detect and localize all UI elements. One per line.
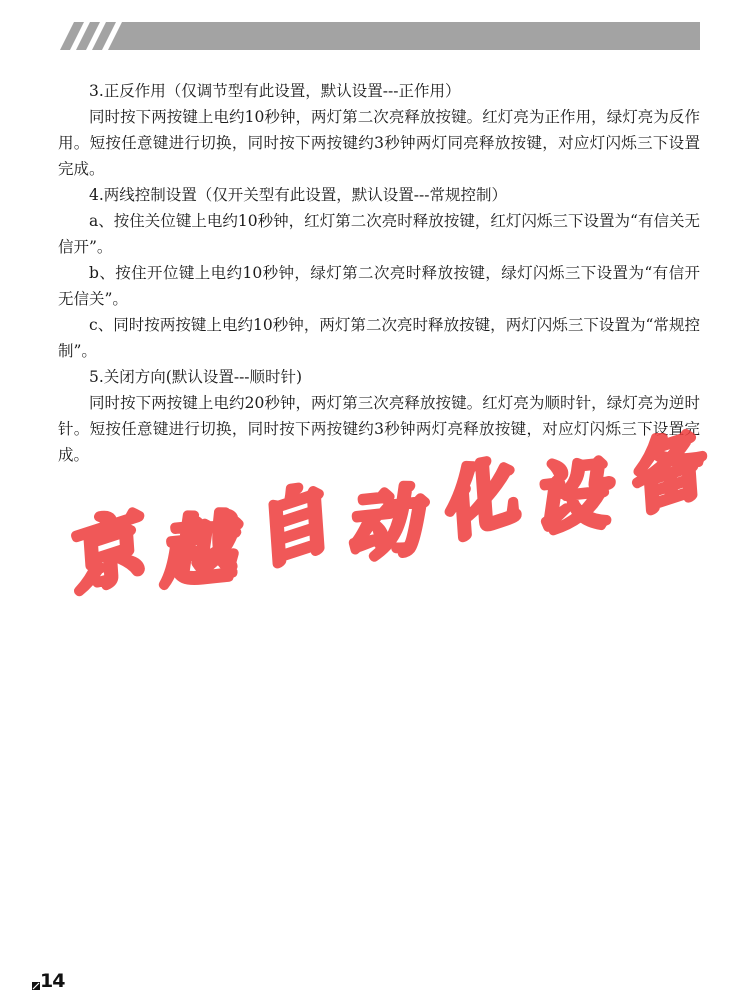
watermark-char: 动: [341, 478, 424, 572]
paragraph: 3.正反作用（仅调节型有此设置，默认设置---正作用）: [89, 82, 461, 100]
paragraph: 5.关闭方向(默认设置---顺时针): [89, 368, 303, 386]
header-bar-main: [108, 22, 700, 50]
watermark-char: 京: [54, 501, 152, 607]
paragraph: 同时按下两按键上电约20秒钟，两灯第三次亮释放按键。红灯亮为顺时针，绿灯亮为逆时针。短按任意键进行切换，同时按下两按键约3秒钟两灯亮释放按键，对应灯闪烁三下设置完成。: [58, 394, 700, 464]
watermark-char: 化: [428, 448, 526, 554]
paragraph: 4.两线控制设置（仅开关型有此设置，默认设置---常规控制）: [89, 186, 508, 204]
watermark-char: 设: [527, 451, 611, 545]
watermark-char: 越: [154, 504, 238, 599]
corner-mark-icon: [32, 982, 40, 990]
page-number: 14: [40, 970, 65, 992]
paragraph: 同时按下两按键上电约10秒钟，两灯第二次亮释放按键。红灯亮为正作用，绿灯亮为反作用。短按任意键进行切换，同时按下两按键约3秒钟两灯同亮释放按键，对应灯闪烁三下设置完成。: [58, 108, 700, 178]
document-body: [58, 78, 700, 468]
header-bar: [60, 22, 700, 50]
paragraph: a、按住关位键上电约10秒钟，红灯第二次亮时释放按键，红灯闪烁三下设置为“有信关无信开”。: [58, 212, 700, 256]
watermark-char: 自: [241, 475, 339, 580]
watermark-char: 备: [614, 421, 712, 527]
paragraph: c、同时按两按键上电约10秒钟，两灯第二次亮时释放按键，两灯闪烁三下设置为“常规控制”。: [58, 316, 700, 360]
paragraph: b、按住开位键上电约10秒钟，绿灯第二次亮时释放按键，绿灯闪烁三下设置为“有信开无信关”。: [58, 264, 700, 308]
